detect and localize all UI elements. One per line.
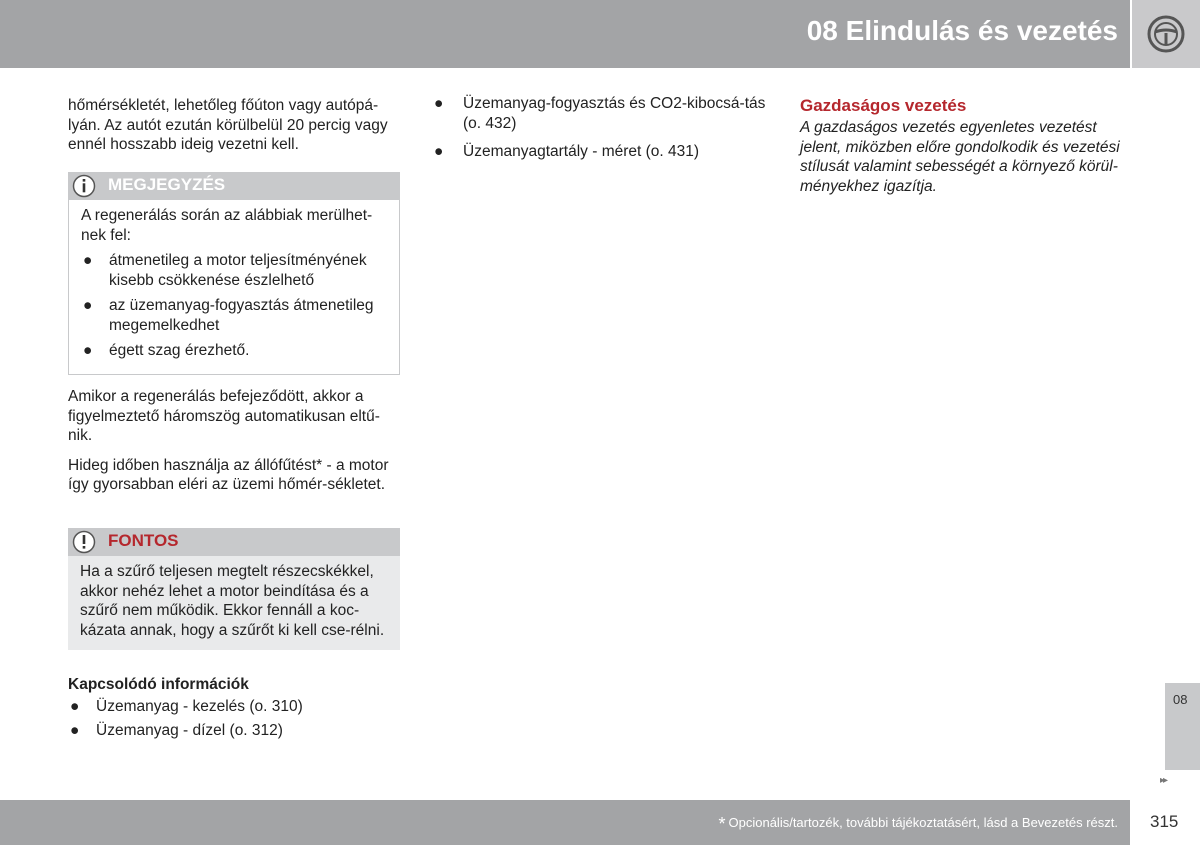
footnote-star: * bbox=[718, 814, 726, 834]
note-box bbox=[68, 172, 400, 375]
chapter-title: 08 Elindulás és vezetés bbox=[806, 15, 1118, 46]
section-title: Gazdaságos vezetés bbox=[800, 96, 967, 115]
page-number: 315 bbox=[1150, 812, 1179, 831]
column-3 bbox=[800, 96, 1140, 196]
chapter-icon-box bbox=[1132, 0, 1200, 68]
related-list bbox=[68, 697, 400, 740]
list-item-text: égett szag érezhető. bbox=[109, 342, 250, 359]
page-header bbox=[0, 0, 1130, 68]
note-label: MEGJEGYZÉS bbox=[108, 175, 226, 194]
column-1 bbox=[68, 96, 400, 155]
info-icon bbox=[72, 174, 96, 198]
related-link-text[interactable]: Üzemanyag - dízel (o. 312) bbox=[96, 721, 283, 739]
bullet: ● bbox=[83, 252, 93, 269]
footnote bbox=[719, 814, 1119, 835]
note-header bbox=[68, 172, 400, 200]
related-link[interactable] bbox=[432, 142, 772, 162]
section-intro: A gazdaságos vezetés egyenletes vezetést jelent, miközben előre gondolkodik és vezetési stílusát valamint sebességét a környező körül-ményekhez igazítja. bbox=[800, 119, 1120, 195]
list-item-text: az üzemanyag-fogyasztás átmenetileg megemelkedhet bbox=[109, 297, 374, 334]
note-body bbox=[68, 200, 400, 375]
related-link[interactable] bbox=[68, 721, 400, 741]
warning-icon bbox=[72, 530, 96, 554]
important-label: FONTOS bbox=[108, 531, 179, 550]
paragraph-regeneration-finished: Amikor a regenerálás befejeződött, akkor a figyelmeztető háromszög automatikusan eltű-nik. bbox=[68, 388, 380, 444]
list-item bbox=[81, 251, 387, 290]
bullet: ● bbox=[434, 143, 444, 160]
related-link[interactable] bbox=[68, 697, 400, 717]
double-chevron-right-icon[interactable]: ▸▸ bbox=[1160, 775, 1167, 786]
column-2 bbox=[432, 94, 772, 171]
bullet: ● bbox=[434, 95, 444, 112]
note-list bbox=[81, 251, 387, 361]
related-info-title: Kapcsolódó információk bbox=[68, 676, 249, 693]
related-link-text[interactable]: Üzemanyagtartály - méret (o. 431) bbox=[463, 143, 700, 160]
important-box bbox=[68, 528, 400, 650]
bullet: ● bbox=[70, 721, 80, 739]
related-list-continued bbox=[432, 94, 772, 162]
paragraph-regeneration-drive: hőmérsékletét, lehetőleg főúton vagy autópá-lyán. Az autót ezután körülbelül 20 percig vagy ennél hosszabb ideig vezetni kell. bbox=[68, 97, 388, 153]
related-info bbox=[68, 675, 400, 744]
bullet: ● bbox=[83, 297, 93, 314]
chapter-number: 08 bbox=[1173, 692, 1188, 707]
page-number-box bbox=[1130, 800, 1200, 845]
chapter-tab bbox=[1165, 683, 1200, 770]
important-text: Ha a szűrő teljesen megtelt részecskékkel, akkor nehéz lehet a motor beindítása és a szűrő nem működik. Ekkor fennáll a koc-kázata annak, hogy a szűrőt ki kell cse-rélni. bbox=[80, 563, 385, 639]
related-link-text[interactable]: Üzemanyag - kezelés (o. 310) bbox=[96, 698, 303, 715]
note-text: A regenerálás során az alábbiak merülhet-nek fel: bbox=[81, 207, 373, 244]
list-item bbox=[81, 341, 387, 361]
related-link[interactable] bbox=[432, 94, 772, 133]
important-body bbox=[68, 556, 400, 650]
steering-wheel-icon bbox=[1146, 14, 1186, 54]
list-item-text: átmenetileg a motor teljesítményének kisebb csökkenése észlelhető bbox=[109, 252, 367, 289]
column-1-lower bbox=[68, 387, 400, 495]
list-item bbox=[81, 296, 387, 335]
important-header bbox=[68, 528, 400, 556]
related-link-text[interactable]: Üzemanyag-fogyasztás és CO2-kibocsá-tás (o. 432) bbox=[463, 95, 766, 132]
bullet: ● bbox=[70, 698, 80, 715]
paragraph-cold-weather: Hideg időben használja az állófűtést* - a motor így gyorsabban eléri az üzemi hőmér-sékletet. bbox=[68, 456, 389, 493]
bullet: ● bbox=[83, 342, 93, 359]
footnote-text: Opcionális/tartozék, további tájékoztatásért, lásd a Bevezetés részt. bbox=[728, 815, 1118, 830]
page-footer bbox=[0, 800, 1130, 845]
